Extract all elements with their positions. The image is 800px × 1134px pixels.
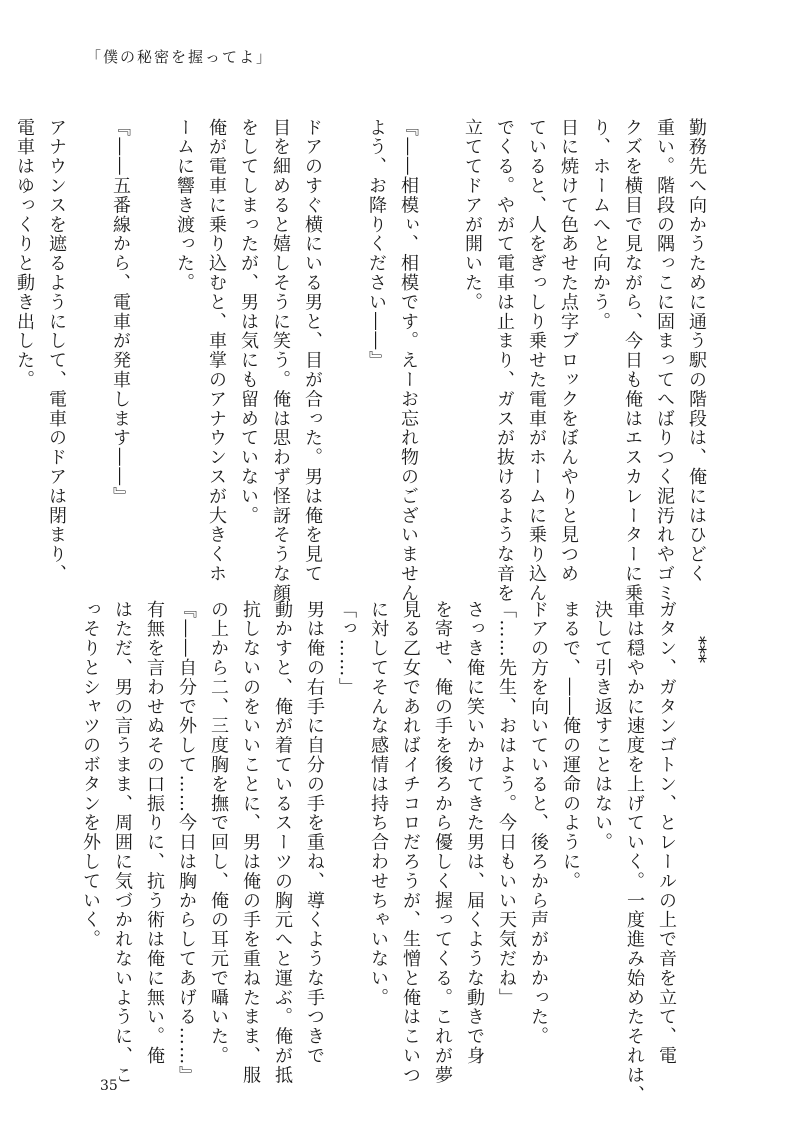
running-title: 「僕の秘密を握ってよ」 bbox=[86, 48, 274, 66]
text-line: でくる。やがて電車は止まり、ガスが抜けるような音を bbox=[494, 118, 515, 603]
text-line: まるで、――俺の運命のように。 bbox=[560, 600, 581, 891]
blank-line bbox=[72, 118, 104, 558]
blank-line bbox=[328, 118, 360, 558]
text-line: はただ、男の言うまま、周囲に気づかれないように、こ bbox=[112, 600, 133, 1085]
text-line: 有無を言わせぬその口振りに、抗う術は俺に無い。俺 bbox=[144, 600, 165, 1066]
text-line: さっき俺に笑いかけてきた男は、届くような動きで身 bbox=[464, 600, 485, 1066]
text-line: 日に焼けて色あせた点字ブロックをぼんやりと見つめ bbox=[558, 118, 579, 584]
dialogue-line: 「……先生、おはよう。今日もいい天気だね」 bbox=[496, 600, 517, 1008]
text-line: に対してそんな感情は持ち合わせちゃいない。 bbox=[368, 600, 389, 1008]
scene-break: *** bbox=[688, 636, 709, 663]
upper-text-block bbox=[14, 118, 712, 603]
text-line: 重い。階段の隅っこに固まってへばりつく泥汚れやゴミ bbox=[654, 118, 675, 603]
announcement-line: 『――相模ぃ、相模です。えーお忘れ物のございません bbox=[398, 118, 419, 603]
text-line: り、ホームへと向かう。 bbox=[590, 118, 611, 332]
blank-line bbox=[424, 118, 456, 558]
text-line: アナウンスを遮るようにして、電車のドアは閉まり、 bbox=[46, 118, 67, 584]
text-line: ドアのすぐ横にいる男と、目が合った。男は俺を見て bbox=[302, 118, 323, 584]
dialogue-line: 『――自分で外して……今日は胸からしてあげる……』 bbox=[176, 600, 197, 1085]
announcement-line: よう、お降りください――』 bbox=[366, 118, 387, 371]
text-line: ドアの方を向いていると、後ろから声がかかった。 bbox=[528, 600, 549, 1047]
dialogue-line: 「っ……」 bbox=[336, 600, 357, 697]
text-line: 電車はゆっくりと動き出した。 bbox=[14, 118, 35, 390]
text-line: を寄せ、俺の手を後ろから優しく握ってくる。これが夢 bbox=[432, 600, 453, 1085]
text-line: 車は穏やかに速度を上げていく。一度進み始めたそれは、 bbox=[624, 600, 645, 1105]
text-line: っそりとシャツのボタンを外していく。 bbox=[80, 600, 101, 950]
text-line: 立ててドアが開いた。 bbox=[462, 118, 483, 312]
page-number: 35 bbox=[100, 1078, 118, 1094]
text-line: ていると、人をぎっしり乗せた電車がホームに乗り込ん bbox=[526, 118, 547, 603]
text-line: 俺が電車に乗り込むと、車掌のアナウンスが大きくホ bbox=[206, 118, 227, 584]
text-line: クズを横目で見ながら、今日も俺はエスカレーターに乗 bbox=[622, 118, 643, 603]
text-line: 決して引き返すことはない。 bbox=[592, 600, 613, 853]
text-line: 動かすと、俺が着ているスーツの胸元へと運ぶ。俺が抵 bbox=[272, 600, 293, 1085]
announcement-line: 『――五番線から、電車が発車します――』 bbox=[110, 118, 131, 506]
text-line: の上から二、三度胸を撫で回し、俺の耳元で囁いた。 bbox=[208, 600, 229, 1066]
text-line: 目を細めると嬉しそうに笑う。俺は思わず怪訝そうな顔 bbox=[270, 118, 291, 603]
text-line: をしてしまったが、男は気にも留めていない。 bbox=[238, 118, 259, 526]
text-line: ームに響き渡った。 bbox=[174, 118, 195, 293]
text-line: 見る乙女であればイチコロだろうが、生憎と俺はこいつ bbox=[400, 600, 421, 1085]
text-line: 抗しないのをいいことに、男は俺の手を重ねたまま、服 bbox=[240, 600, 261, 1085]
text-line: ガタン、ガタンゴトン、とレールの上で音を立て、電 bbox=[656, 600, 677, 1066]
text-line: 勤務先へ向かうために通う駅の階段は、俺にはひどく bbox=[686, 118, 707, 584]
text-line: 男は俺の右手に自分の手を重ね、導くような手つきで bbox=[304, 600, 325, 1066]
blank-line bbox=[136, 118, 168, 558]
